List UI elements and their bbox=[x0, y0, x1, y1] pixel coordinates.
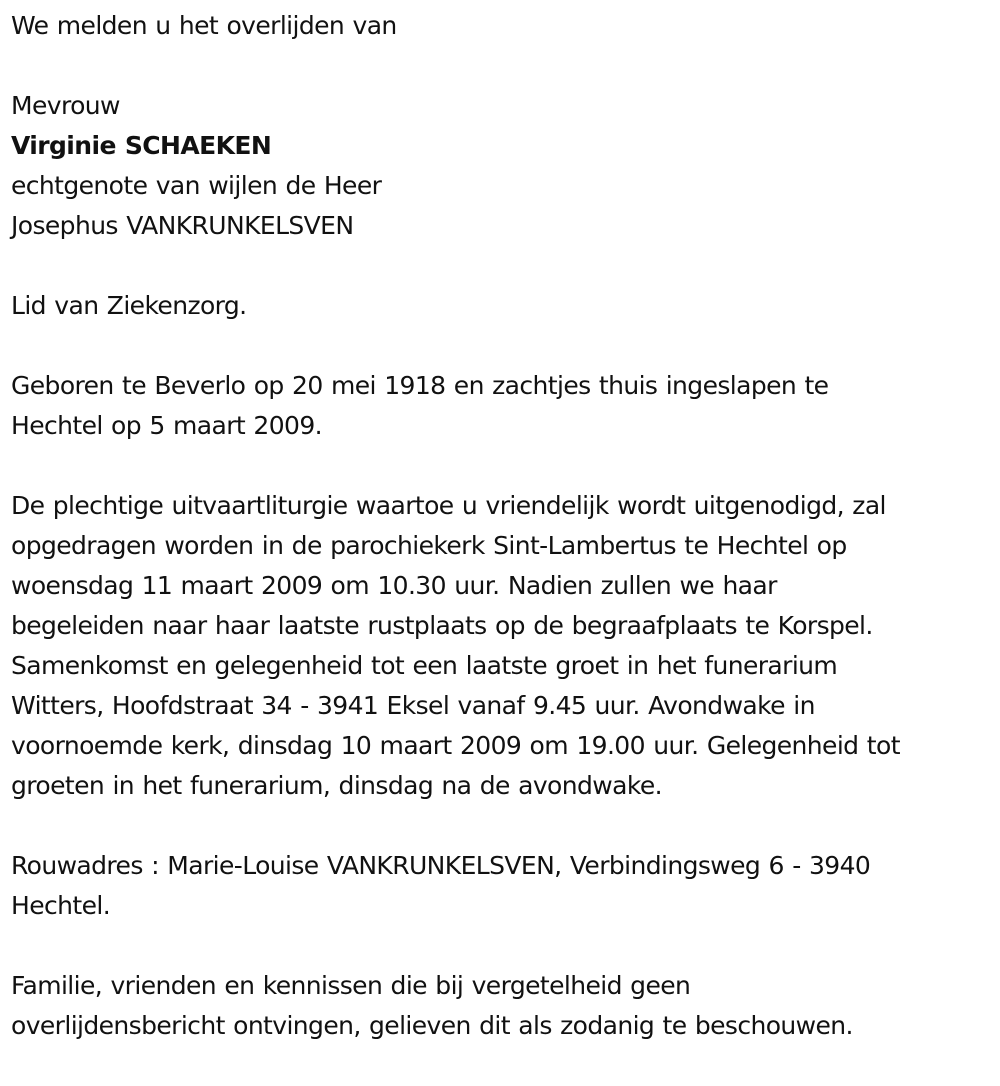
paragraph-line: voornoemde kerk, dinsdag 10 maart 2009 om 19.00 uur. Gelegenheid tot bbox=[11, 731, 900, 760]
paragraph-line: De plechtige uitvaartliturgie waartoe u vriendelijk wordt uitgenodigd, zal bbox=[11, 491, 886, 520]
paragraph-line: Hechtel op 5 maart 2009. bbox=[11, 411, 322, 440]
paragraph-line: groeten in het funerarium, dinsdag na de avondwake. bbox=[11, 771, 662, 800]
paragraph-line: Samenkomst en gelegenheid tot een laatste groet in het funerarium bbox=[11, 651, 838, 680]
spacer bbox=[11, 46, 991, 86]
paragraph-line: woensdag 11 maart 2009 om 10.30 uur. Nadien zullen we haar bbox=[11, 571, 777, 600]
paragraph-line: Geboren te Beverlo op 20 mei 1918 en zachtjes thuis ingeslapen te bbox=[11, 371, 829, 400]
spacer bbox=[11, 806, 991, 846]
spacer bbox=[11, 246, 991, 286]
closing-paragraph bbox=[11, 966, 991, 1046]
paragraph-line: opgedragen worden in de parochiekerk Sint-Lambertus te Hechtel op bbox=[11, 531, 847, 560]
death-notice bbox=[11, 6, 991, 1046]
paragraph-line: begeleiden naar haar laatste rustplaats op de begraafplaats te Korspel. bbox=[11, 611, 873, 640]
funeral-paragraph bbox=[11, 486, 991, 806]
paragraph-line: Witters, Hoofdstraat 34 - 3941 Eksel vanaf 9.45 uur. Avondwake in bbox=[11, 691, 815, 720]
address-paragraph bbox=[11, 846, 991, 926]
salutation: Mevrouw bbox=[11, 91, 120, 120]
paragraph-line: Rouwadres : Marie-Louise VANKRUNKELSVEN, Verbindingsweg 6 - 3940 bbox=[11, 851, 871, 880]
spacer bbox=[11, 926, 991, 966]
paragraph-line: overlijdensbericht ontvingen, gelieven dit als zodanig te beschouwen. bbox=[11, 1011, 853, 1040]
intro-text: We melden u het overlijden van bbox=[11, 11, 397, 40]
birth-death-paragraph bbox=[11, 366, 991, 446]
paragraph-line: Familie, vrienden en kennissen die bij vergetelheid geen bbox=[11, 971, 691, 1000]
membership-text: Lid van Ziekenzorg. bbox=[11, 291, 247, 320]
spouse-relation: echtgenote van wijlen de Heer bbox=[11, 171, 382, 200]
paragraph-line: Hechtel. bbox=[11, 891, 111, 920]
spacer bbox=[11, 326, 991, 366]
spacer bbox=[11, 446, 991, 486]
spouse-name: Josephus VANKRUNKELSVEN bbox=[11, 211, 354, 240]
deceased-name: Virginie SCHAEKEN bbox=[11, 131, 272, 160]
